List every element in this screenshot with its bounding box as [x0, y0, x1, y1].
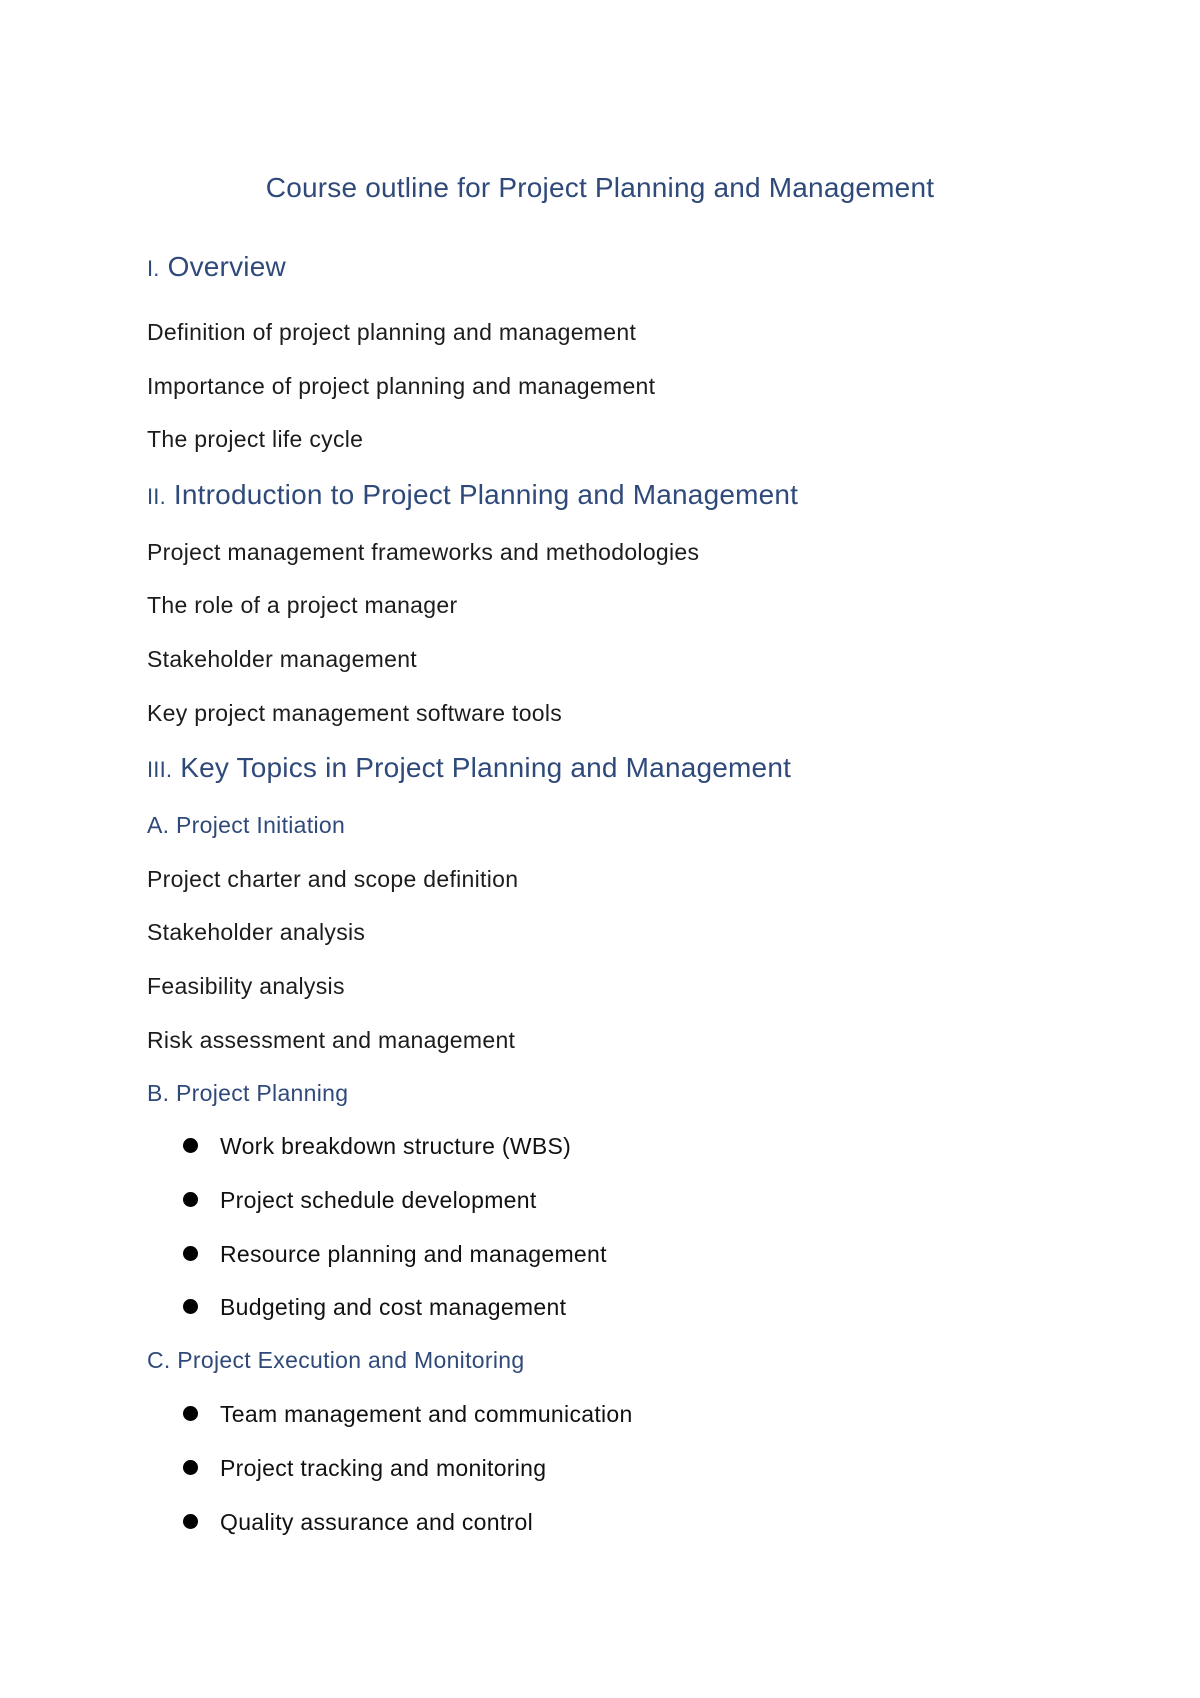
- bullet-icon: [183, 1299, 198, 1314]
- list-item: The role of a project manager: [147, 592, 458, 618]
- bullet-item: [183, 1133, 571, 1160]
- subsection-label-initiation: A. Project Initiation: [147, 812, 346, 838]
- bullet-item: [183, 1294, 566, 1321]
- bullet-icon: [183, 1406, 198, 1421]
- list-item: Definition of project planning and management: [147, 319, 637, 345]
- bullet-icon: [183, 1514, 198, 1529]
- bullet-text: Quality assurance and control: [220, 1509, 533, 1535]
- bullet-text: Resource planning and management: [220, 1241, 607, 1267]
- subsection-label-planning: B. Project Planning: [147, 1080, 349, 1106]
- section-number: I.: [147, 256, 160, 281]
- bullet-text: Budgeting and cost management: [220, 1294, 567, 1320]
- section-heading-overview: [147, 251, 286, 283]
- bullet-item: [183, 1241, 607, 1268]
- section-number: II.: [147, 484, 166, 509]
- bullet-icon: [183, 1138, 198, 1153]
- document-title: Course outline for Project Planning and Management: [265, 172, 935, 203]
- bullet-item: [183, 1509, 533, 1536]
- bullet-text: Team management and communication: [220, 1401, 633, 1427]
- section-heading-key-topics: [147, 752, 791, 784]
- list-item: The project life cycle: [147, 426, 364, 452]
- list-item: Project charter and scope definition: [147, 866, 519, 892]
- list-item: Key project management software tools: [147, 700, 563, 726]
- list-item: Feasibility analysis: [147, 973, 345, 999]
- bullet-text: Work breakdown structure (WBS): [220, 1133, 572, 1159]
- subsection-label-execution: C. Project Execution and Monitoring: [147, 1347, 525, 1373]
- bullet-text: Project tracking and monitoring: [220, 1455, 547, 1481]
- section-title: Overview: [167, 251, 286, 282]
- list-item: Importance of project planning and management: [147, 373, 656, 399]
- list-item: Project management frameworks and methodologies: [147, 539, 700, 565]
- section-heading-introduction: [147, 479, 798, 511]
- section-title: Key Topics in Project Planning and Management: [180, 752, 792, 783]
- list-item: Risk assessment and management: [147, 1027, 516, 1053]
- section-title: Introduction to Project Planning and Management: [173, 479, 799, 510]
- list-item: Stakeholder analysis: [147, 919, 366, 945]
- list-item: Stakeholder management: [147, 646, 417, 672]
- bullet-icon: [183, 1460, 198, 1475]
- bullet-item: [183, 1187, 537, 1214]
- bullet-icon: [183, 1192, 198, 1207]
- bullet-item: [183, 1455, 546, 1482]
- section-number: III.: [147, 757, 173, 782]
- bullet-icon: [183, 1246, 198, 1261]
- bullet-item: [183, 1401, 633, 1428]
- bullet-text: Project schedule development: [220, 1187, 537, 1213]
